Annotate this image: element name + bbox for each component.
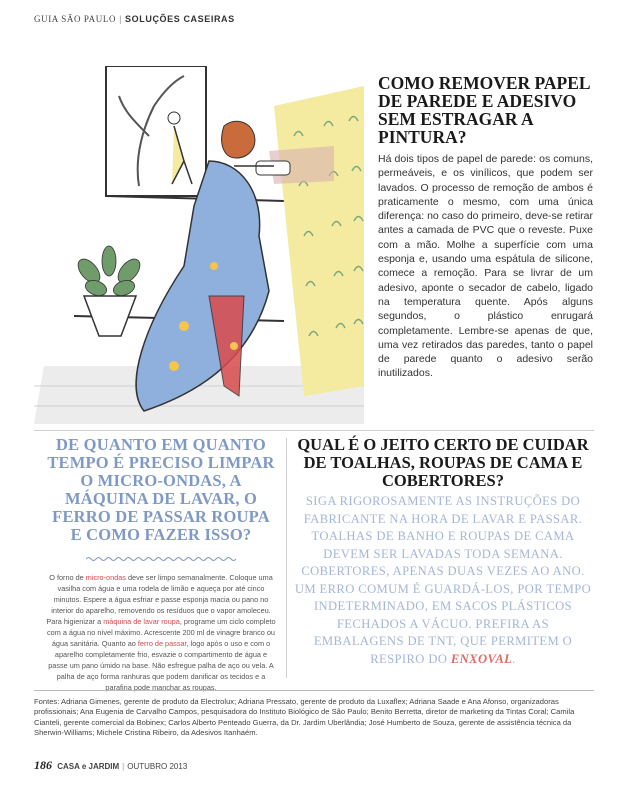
highlight-iron: ferro de passar bbox=[137, 639, 187, 648]
wave-ornament bbox=[86, 556, 236, 562]
question-linens-title: QUAL É O JEITO CERTO DE CUIDAR DE TOALHAS, ROUPAS DE CAMA E COBERTORES? bbox=[297, 435, 589, 490]
sources-credits: Fontes: Adriana Gimenes, gerente de produto da Electrolux; Adriana Pressato, gerente de produto da Luxaflex; Adriana Saade e Ana Afonso, organizadoras profissionais; Ana Eugenia de Carvalho Campos, pesquisadora do Instituto Biológico de São Paulo; Benito Berretta, diretor de marketing da Tintas Coral; Camila Cianteli, gerente comercial da Bobinex; Carlos Alberto Penteado Guerra, da Dr. Jardim Uberlândia; José Humberto de Souza, gerente de assistência técnica da Sherwin-Williams; Michele Cristina Ribeiro, da Adesivos Itanhaém. bbox=[34, 690, 594, 739]
question-appliances bbox=[46, 436, 276, 693]
question-appliances-body bbox=[46, 572, 276, 693]
footer-separator: | bbox=[122, 762, 125, 771]
question-linens-body bbox=[294, 493, 592, 668]
emphasis-enxoval: ENXOVAL bbox=[450, 651, 513, 666]
body-end: . bbox=[512, 651, 516, 666]
question-wallpaper bbox=[378, 74, 593, 381]
category-name: SOLUÇÕES CASEIRAS bbox=[125, 14, 235, 24]
section-name: GUIA SÃO PAULO bbox=[34, 14, 117, 24]
highlight-washing-machine: máquina de lavar roupa bbox=[103, 617, 180, 626]
body-text: SIGA RIGOROSAMENTE AS INSTRUÇÕES DO FABRICANTE NA HORA DE LAVAR E PASSAR. TOALHAS DE BANHO E ROUPAS DE CAMA DEVEM SER LAVADAS TODA SEMANA. COBERTORES, APENAS DUAS VEZES AO ANO. UM ERRO COMUM É GUARDÁ-LOS, POR TEMPO INDETERMINADO, EM SACOS PLÁSTICOS FECHADOS A VÁCUO. PREFIRA AS EMBALAGENS DE TNT, QUE PERMITEM O RESPIRO DO bbox=[294, 494, 592, 666]
body-text: , programe um ciclo completo com a água no nível máximo. Acrescente 200 ml de vinagre branco ou água sanitária. Quanto ao bbox=[47, 617, 276, 648]
body-text: deve ser limpo semanalmente. Coloque uma vasilha com água e uma rodela de limão e aqueça por até cinco minutos. Espere a água esfriar e passe esponja macia ou pano no interior do aparelho, removendo os resíduos que o vapor amoleceu. Para higienizar a bbox=[46, 573, 273, 626]
illustration-woman-removing-wallpaper bbox=[34, 66, 364, 424]
body-text: , logo após o uso e com o aparelho completamente frio, esvazie o compartimento de água e passe um pano úmido na base. Não esfregue palha de aço ou vela. A palha de aço forma ranhuras que podem danificar os tecidos e a parafina pode manchar as roupas. bbox=[48, 639, 274, 692]
question-wallpaper-title: COMO REMOVER PAPEL DE PAREDE E ADESIVO SEM ESTRAGAR A PINTURA? bbox=[378, 73, 590, 147]
page-header bbox=[34, 14, 235, 24]
issue-date: OUTUBRO 2013 bbox=[127, 762, 188, 771]
page-footer bbox=[34, 758, 187, 773]
column-divider bbox=[286, 438, 287, 678]
question-appliances-title: DE QUANTO EM QUANTO TEMPO É PRECISO LIMPAR O MICRO-ONDAS, A MÁQUINA DE LAVAR, O FERRO DE PASSAR ROUPA E COMO FAZER ISSO? bbox=[47, 435, 275, 544]
question-wallpaper-body: Há dois tipos de papel de parede: os comuns, permeáveis, e os vinílicos, que podem ser lavados. O processo de remoção de ambos é praticamente o mesmo, com uma única diferença: no caso do primeiro, deve-se retirar antes a camada de PVC que o reveste. Puxe com a mão. Molhe a superfície com uma esponja e, usando uma espátula de silicone, comece a remoção. Para se livrar de um adesivo, aponte o secador de cabelo, ligado na temperatura quente. Após alguns segundos, o plástico enrugará completamente. Lembre-se apenas de que, uma vez retirados das paredes, tanto o papel de parede quanto o adesivo serão inutilizados. bbox=[378, 153, 593, 380]
header-separator: | bbox=[119, 14, 123, 24]
body-text: O forno de bbox=[49, 573, 86, 582]
section-divider bbox=[34, 430, 594, 431]
magazine-name: CASA e JARDIM bbox=[57, 762, 120, 771]
highlight-microwave: micro-ondas bbox=[85, 573, 126, 582]
page-number: 186 bbox=[34, 758, 52, 772]
question-linens bbox=[294, 436, 592, 668]
